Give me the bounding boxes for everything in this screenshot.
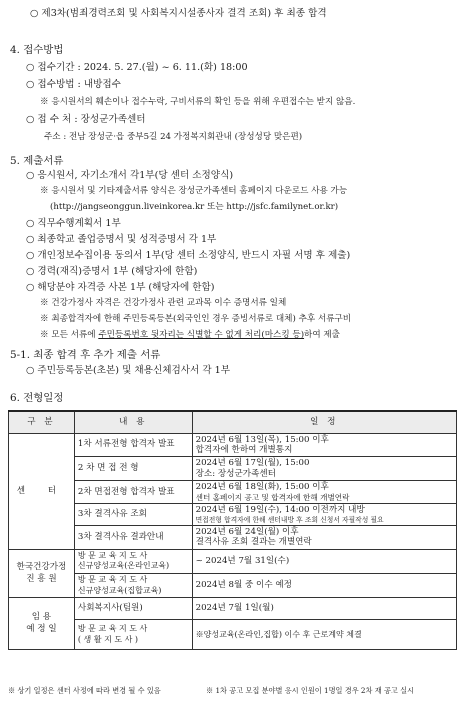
table-row (9, 598, 457, 620)
table-row (9, 504, 457, 526)
sec5-item: ※ 응시원서 및 기타제출서류 양식은 장성군가족센터 홈페이지 다운로드 사용 가능 (40, 186, 348, 196)
sec5-masking-note: ※ 모든 서류에 주민등록번호 뒷자리는 식별할 수 없게 처리(마스킹 등)하여 제출 (40, 330, 340, 340)
sec5-1-item: ○ 주민등록등본(초본) 및 채용신체검사서 각 1부 (26, 365, 231, 376)
row-item: 방 문 교 육 지 도 사 ( 생 활 지 도 사 ) (74, 620, 192, 650)
table-row (9, 525, 457, 549)
sec5-item: ※ 건강가정사 자격은 건강가정사 관련 교과목 이수 증명서류 일체 (40, 298, 287, 308)
row-item: 2 차 면 접 전 형 (74, 457, 192, 481)
table-row (9, 574, 457, 598)
category-agency: 한국건강가정 진 흥 원 (9, 549, 75, 597)
table-row (9, 433, 457, 457)
row-schedule: ※양성교육(온라인,집합) 이수 후 근로계약 체결 (192, 620, 456, 650)
sec4-period: ○ 접수기간 : 2024. 5. 27.(월) ~ 6. 11.(화) 18:00 (26, 62, 248, 73)
header-content: 내 용 (74, 411, 192, 433)
row-schedule: 2024년 6월 24일(월) 이후 결격사유 조회 결과는 개별연락 (192, 525, 456, 549)
sec5-homepage-urls: (http://jangseonggun.liveinkorea.kr 또는 http://jsfc.familynet.or.kr) (50, 202, 339, 212)
footer-note-right: ※ 1차 공고 모집 분야별 응시 인원이 1명일 경우 2차 재 공고 실시 (206, 686, 415, 695)
sec4-method-note: ※ 응시원서의 훼손이나 접수누락, 구비서류의 확인 등을 위해 우편접수는 받지 않음. (40, 97, 356, 107)
row-item: 3차 결격사유 결과안내 (74, 525, 192, 549)
category-center: 센 터 (9, 433, 75, 549)
schedule-table (8, 410, 457, 650)
category-hire-date: 임 용 예 정 일 (9, 598, 75, 650)
row-item: 사회복지사(팀원) (74, 598, 192, 620)
header-category: 구 분 (9, 411, 75, 433)
row-schedule: ~ 2024년 7월 31일(수) (192, 549, 456, 573)
row-schedule: 2024년 7월 1일(월) (192, 598, 456, 620)
sec5-item: ※ 최종합격자에 한해 주민등록등본(외국인인 경우 증빙서류로 대체) 추후 서류구비 (40, 314, 352, 324)
sec6-title: 6. 전형일정 (10, 392, 64, 404)
sec5-item: ○ 개인정보수집이용 동의서 1부(당 센터 소정양식, 반드시 자필 서명 후 제출) (26, 250, 351, 261)
table-header-row (9, 411, 457, 433)
table-row (9, 481, 457, 504)
table-row (9, 549, 457, 573)
row-item: 3차 결격사유 조회 (74, 504, 192, 526)
row-schedule: 2024년 6월 18일(화), 15:00 이후 센터 홈페이지 공고 및 합격자에 한해 개별연락 (192, 481, 456, 504)
masking-instruction: 주민등록번호 뒷자리는 식별할 수 없게 처리(마스킹 등) (98, 330, 305, 340)
row-item: 1차 서류전형 합격자 발표 (74, 433, 192, 457)
sec5-title: 5. 제출서류 (10, 155, 64, 167)
row-schedule: 2024년 6월 13일(목), 15:00 이후 합격자에 한하여 개별통지 (192, 433, 456, 457)
sec5-item: ○ 직무수행계획서 1부 (26, 218, 121, 229)
sec5-item: ○ 해당분야 자격증 사본 1부 (해당자에 한함) (26, 282, 215, 293)
sec4-address: 주소 : 전남 장성군·읍 중부5길 24 가정복지회관내 (장성성당 맞은편) (44, 132, 303, 142)
row-schedule: 2024년 8월 중 이수 예정 (192, 574, 456, 598)
row-item: 방 문 교 육 지 도 사 신규양성교육(온라인교육) (74, 549, 192, 573)
sec5-1-title: 5-1. 최종 합격 후 추가 제출 서류 (10, 349, 161, 361)
row-schedule: 2024년 6월 19일(수), 14:00 이전까지 내방 면접전형 합격자에 한해 센터내방 후 조회 신청서 자필작성 필요 (192, 504, 456, 526)
footer-note-left: ※ 상기 일정은 센터 사정에 따라 변경 될 수 있음 (8, 686, 161, 695)
row-item: 2차 면접전형 합격자 발표 (74, 481, 192, 504)
sec4-title: 4. 접수방법 (10, 44, 64, 56)
table-row (9, 457, 457, 481)
sec4-place: ○ 접 수 처 : 장성군가족센터 (26, 114, 146, 125)
sec4-method: ○ 접수방법 : 내방접수 (26, 79, 121, 90)
row-schedule: 2024년 6월 17일(월), 15:00 장소: 장성군가족센터 (192, 457, 456, 481)
sec5-item: ○ 응시원서, 자기소개서 각1부(당 센터 소정양식) (26, 170, 234, 181)
sec5-item: ○ 최종학교 졸업증명서 및 성적증명서 각 1부 (26, 234, 217, 245)
sec3-final-pass-note: ○ 제3차(범죄경력조회 및 사회복지시설종사자 결격 조회) 후 최종 합격 (30, 8, 327, 19)
header-schedule: 일 정 (192, 411, 456, 433)
sec5-item: ○ 경력(재직)증명서 1부 (해당자에 한함) (26, 266, 198, 277)
row-item: 방 문 교 육 지 도 사 신규양성교육(집합교육) (74, 574, 192, 598)
table-row (9, 620, 457, 650)
